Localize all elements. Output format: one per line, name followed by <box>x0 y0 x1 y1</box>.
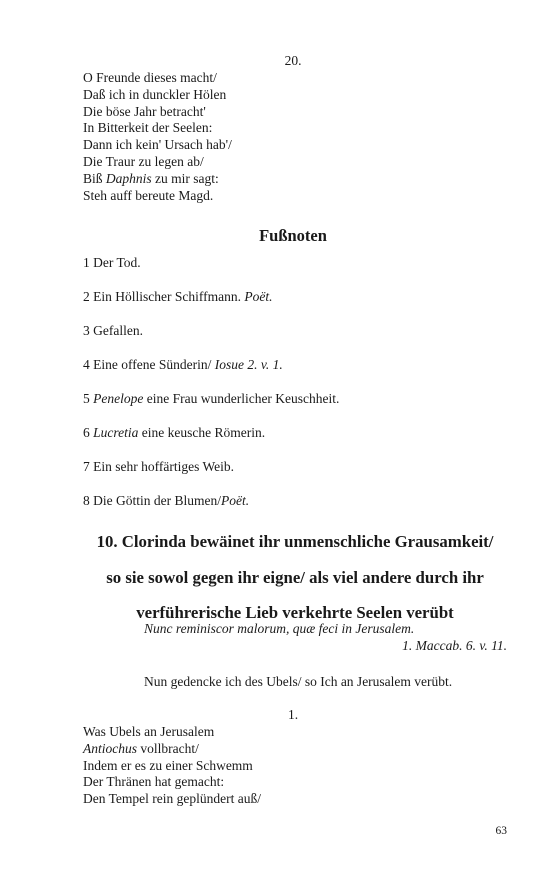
poem-title-line: so sie sowol gegen ihr eigne/ als viel andere durch ihr <box>106 567 484 587</box>
verse-line: Die böse Jahr betracht' <box>83 103 206 119</box>
verse-line: Der Thränen hat gemacht: <box>83 774 225 790</box>
poem-title-line: verführerische Lieb verkehrte Seelen verübt <box>136 603 454 622</box>
verse-line: Daß ich in dunckler Hölen <box>83 86 227 102</box>
footnote-item: 5 Penelope eine Frau wunderlicher Keuschheit. <box>83 391 340 406</box>
epigraph-translation: Nun gedencke ich des Ubels/ so Ich an Jerusalem verübt. <box>144 674 453 689</box>
poem-title-line: 10. Clorinda bewäinet ihr unmenschliche Grausamkeit/ <box>96 532 494 551</box>
verse-line: Biß Daphnis zu mir sagt: <box>83 170 219 186</box>
footnote-item: 4 Eine offene Sünderin/ Iosue 2. v. 1. <box>83 357 283 372</box>
verse-line: Was Ubels an Jerusalem <box>83 724 215 739</box>
poem-title <box>83 524 507 631</box>
footnotes-heading: Fußnoten <box>259 226 327 245</box>
stanza-20 <box>83 52 503 204</box>
stanza-1 <box>83 706 503 808</box>
verse-line: Dann ich kein' Ursach hab'/ <box>83 137 232 153</box>
verse-line: In Bitterkeit der Seelen: <box>83 120 213 136</box>
stanza-number: 1. <box>287 707 299 722</box>
footnotes-list <box>83 254 503 526</box>
footnote-item: 8 Die Göttin der Blumen/Poët. <box>83 493 250 508</box>
verse-line: Die Traur zu legen ab/ <box>83 153 204 169</box>
epigraph-reference: 1. Maccab. 6. v. 11. <box>402 638 507 653</box>
stanza-number: 20. <box>284 53 302 68</box>
footnote-item: 7 Ein sehr hoffärtiges Weib. <box>83 459 235 474</box>
footnote-item: 2 Ein Höllischer Schiffmann. Poët. <box>83 289 273 304</box>
footnote-item: 1 Der Tod. <box>83 255 141 270</box>
footnote-item: 6 Lucretia eine keusche Römerin. <box>83 425 266 440</box>
epigraph-latin: Nunc reminiscor malorum, quæ feci in Jerusalem. <box>144 621 415 636</box>
verse-line: O Freunde dieses macht/ <box>83 70 217 85</box>
page-number: 63 <box>495 825 507 837</box>
footnote-item: 3 Gefallen. <box>83 323 143 338</box>
verse-line: Antiochus vollbracht/ <box>83 740 199 756</box>
verse-line: Steh auff bereute Magd. <box>83 187 214 203</box>
verse-line: Den Tempel rein geplündert auß/ <box>83 791 261 807</box>
epigraph <box>144 620 507 690</box>
verse-line: Indem er es zu einer Schwemm <box>83 757 253 773</box>
